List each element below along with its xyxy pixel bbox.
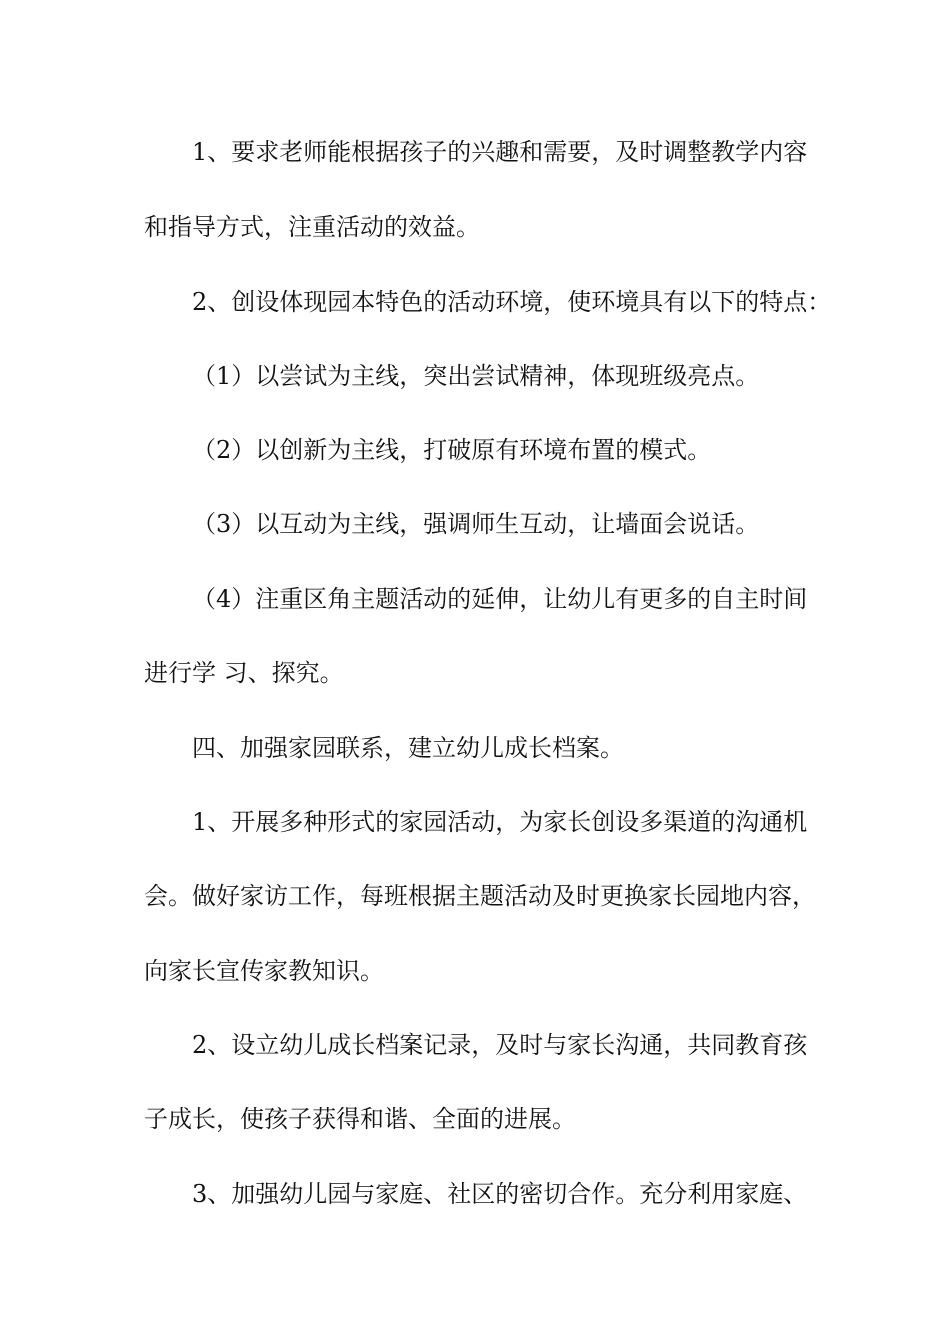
list-item-1: （1）以尝试为主线，突出尝试精神，体现班级亮点。: [192, 362, 760, 390]
paragraph-4-2-line-2: 子成长，使孩子获得和谐、全面的进展。: [144, 1105, 576, 1133]
paragraph-1-line-1: 1、要求老师能根据孩子的兴趣和需要，及时调整教学内容: [192, 138, 808, 166]
list-item-2: （2）以创新为主线，打破原有环境布置的模式。: [192, 436, 712, 464]
paragraph-4-1-line-3: 向家长宣传家教知识。: [144, 957, 384, 985]
paragraph-4-2-line-1: 2、设立幼儿成长档案记录，及时与家长沟通，共同教育孩: [192, 1031, 808, 1059]
list-item-3: （3）以互动为主线，强调师生互动，让墙面会说话。: [192, 510, 760, 538]
paragraph-2-line-1: 2、创设体现园本特色的活动环境，使环境具有以下的特点：: [192, 288, 832, 316]
list-item-4-line-1: （4）注重区角主题活动的延伸，让幼儿有更多的自主时间: [192, 585, 808, 613]
paragraph-4-3-line-1: 3、加强幼儿园与家庭、社区的密切合作。充分利用家庭、: [192, 1180, 808, 1208]
paragraph-1-line-2: 和指导方式，注重活动的效益。: [144, 213, 480, 241]
list-item-4-line-2: 进行学 习、探究。: [144, 659, 344, 687]
section-heading-4: 四、加强家园联系，建立幼儿成长档案。: [192, 734, 624, 762]
paragraph-4-1-line-1: 1、开展多种形式的家园活动，为家长创设多渠道的沟通机: [192, 808, 808, 836]
paragraph-4-1-line-2: 会。做好家访工作，每班根据主题活动及时更换家长园地内容，: [144, 882, 816, 910]
